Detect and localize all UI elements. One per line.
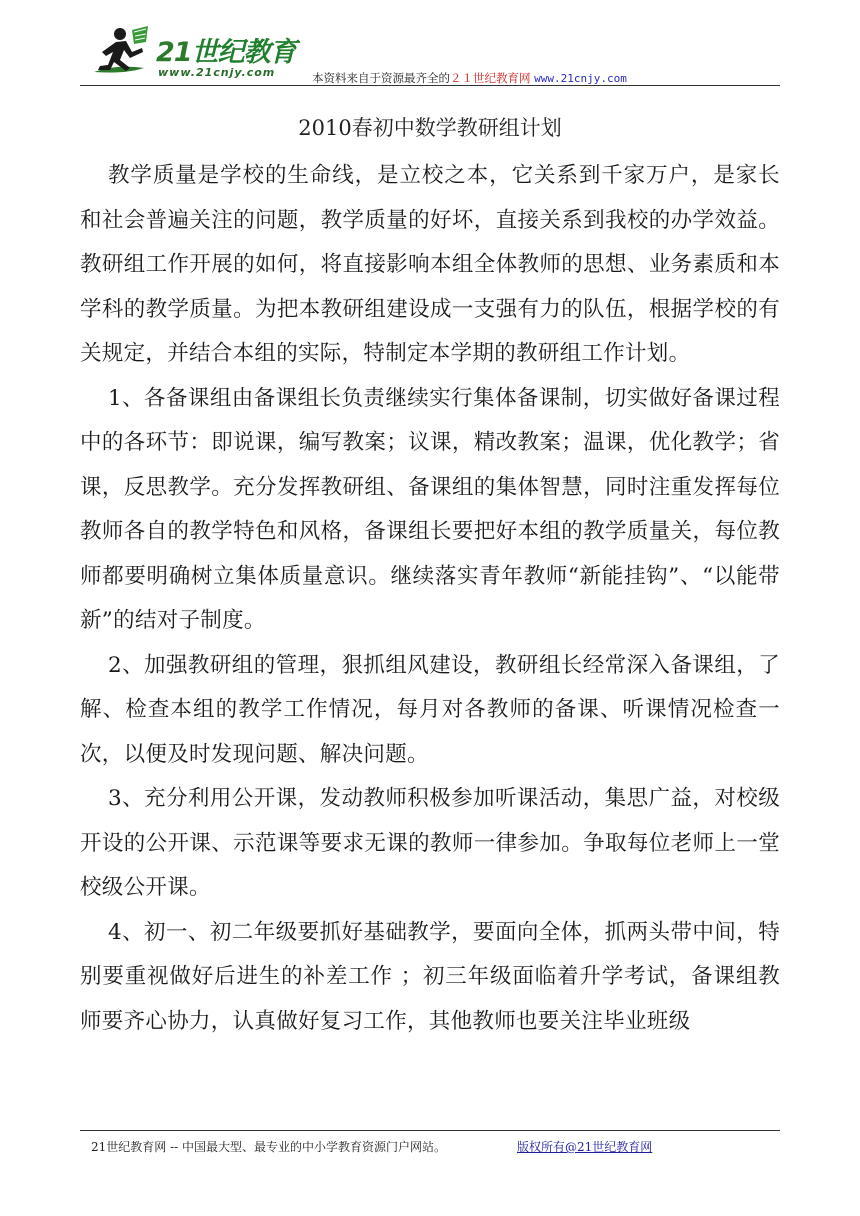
logo-wordmark <box>156 30 296 69</box>
paragraph-item-1: 1、各备课组由备课组长负责继续实行集体备课制，切实做好备课过程中的各环节：即说课，编写教案；议课，精改教案；温课，优化教学；省课，反思教学。充分发挥教研组、备课组的集体智慧，同时注重发挥每位教师各自的教学特色和风格，备课组长要把好本组的教学质量关，每位教师都要明确树立集体质量意识。继续落实青年教师“新能挂钩”、“以能带新”的结对子制度。 <box>80 385 780 633</box>
footer-divider <box>80 1130 780 1131</box>
source-prefix: 本资料来自于资源最齐全的 <box>312 71 450 85</box>
logo-url: www.21cnjy.com <box>158 66 276 79</box>
footer-text: 21世纪教育网 -- 中国最大型、最专业的中小学教育资源门户网站。 <box>91 1140 447 1154</box>
site-logo[interactable] <box>86 24 326 82</box>
page-header <box>80 22 780 84</box>
header-source-line <box>312 70 627 86</box>
paragraph-item-3: 3、充分利用公开课，发动教师积极参加听课活动，集思广益，对校级开设的公开课、示范课等要求无课的教师一律参加。争取每位老师上一堂校级公开课。 <box>80 786 780 900</box>
document-title: 2010春初中数学教研组计划 <box>298 116 562 140</box>
header-divider <box>80 85 780 86</box>
runner-logo-icon <box>86 24 156 82</box>
logo-number: 21 <box>156 37 192 68</box>
source-url-link[interactable]: www.21cnjy.com <box>534 72 627 85</box>
source-highlight: ２１世纪教育网 <box>450 71 531 85</box>
paragraph-item-4: 4、初一、初二年级要抓好基础教学，要面向全体，抓两头带中间，特别要重视做好后进生的补差工作 ；初三年级面临着升学考试，备课组教师要齐心协力，认真做好复习工作，其他教师也要关注毕业班级 <box>80 919 780 1034</box>
paragraph-item-2: 2、加强教研组的管理，狠抓组风建设，教研组长经常深入备课组，了解、检查本组的教学工作情况，每月对各教师的备课、听课情况检查一次，以便及时发现问题、解决问题。 <box>80 652 780 767</box>
logo-text: 世纪教育 <box>191 37 296 68</box>
paragraph-intro: 教学质量是学校的生命线，是立校之本，它关系到千家万户，是家长和社会普遍关注的问题，教学质量的好坏，直接关系到我校的办学效益。教研组工作开展的如何，将直接影响本组全体教师的思想、业务素质和本学科的教学质量。为把本教研组建设成一支强有力的队伍，根据学校的有关规定，并结合本组的实际，特制定本学期的教研组工作计划。 <box>80 163 780 366</box>
document-body <box>80 154 780 1044</box>
footer-copyright-link[interactable]: 版权所有@21世纪教育网 <box>517 1140 653 1154</box>
